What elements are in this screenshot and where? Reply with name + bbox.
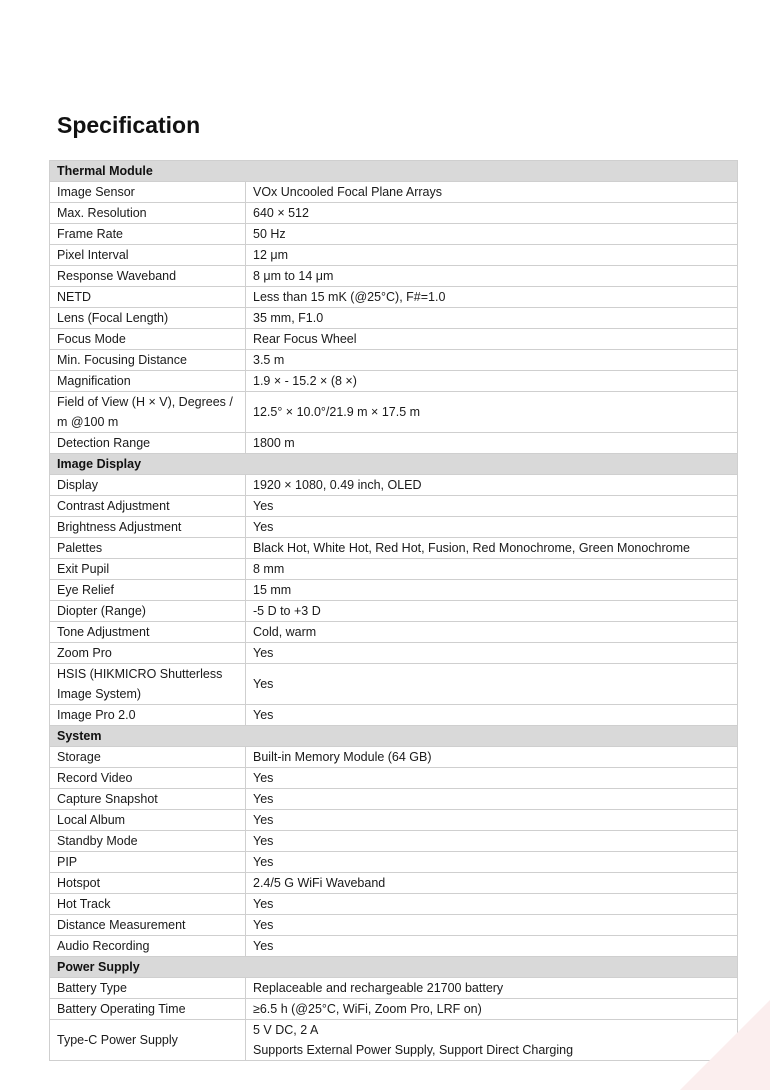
spec-value: Yes xyxy=(246,705,738,726)
spec-label: Focus Mode xyxy=(50,329,246,350)
spec-label: Field of View (H × V), Degrees / m @100 m xyxy=(50,392,246,433)
spec-row xyxy=(50,601,738,622)
spec-label: Display xyxy=(50,475,246,496)
spec-row xyxy=(50,852,738,873)
spec-label: Zoom Pro xyxy=(50,643,246,664)
spec-label: PIP xyxy=(50,852,246,873)
spec-row xyxy=(50,705,738,726)
spec-label: Brightness Adjustment xyxy=(50,517,246,538)
spec-label: Magnification xyxy=(50,371,246,392)
spec-label: Diopter (Range) xyxy=(50,601,246,622)
spec-label: Capture Snapshot xyxy=(50,789,246,810)
spec-value: Yes xyxy=(246,915,738,936)
spec-row xyxy=(50,559,738,580)
spec-value: -5 D to +3 D xyxy=(246,601,738,622)
spec-label: Record Video xyxy=(50,768,246,789)
spec-value xyxy=(246,1020,738,1061)
spec-value: Rear Focus Wheel xyxy=(246,329,738,350)
section-header-system xyxy=(50,726,738,747)
spec-value: 1.9 × - 15.2 × (8 ×) xyxy=(246,371,738,392)
spec-row xyxy=(50,747,738,768)
spec-value: VOx Uncooled Focal Plane Arrays xyxy=(246,182,738,203)
spec-value: 50 Hz xyxy=(246,224,738,245)
spec-label: Pixel Interval xyxy=(50,245,246,266)
spec-label: Detection Range xyxy=(50,433,246,454)
spec-row xyxy=(50,329,738,350)
spec-value: Yes xyxy=(246,936,738,957)
spec-row xyxy=(50,643,738,664)
spec-label: Eye Relief xyxy=(50,580,246,601)
spec-value: 1920 × 1080, 0.49 inch, OLED xyxy=(246,475,738,496)
section-title: System xyxy=(50,726,738,747)
spec-value: 8 μm to 14 μm xyxy=(246,266,738,287)
spec-row xyxy=(50,266,738,287)
spec-label: Frame Rate xyxy=(50,224,246,245)
spec-label: Image Pro 2.0 xyxy=(50,705,246,726)
spec-label: Type-C Power Supply xyxy=(50,1020,246,1061)
spec-value-line: 5 V DC, 2 A xyxy=(253,1023,319,1037)
spec-value: 8 mm xyxy=(246,559,738,580)
spec-row xyxy=(50,350,738,371)
spec-value: 15 mm xyxy=(246,580,738,601)
spec-row xyxy=(50,287,738,308)
spec-row xyxy=(50,580,738,601)
spec-row xyxy=(50,371,738,392)
spec-row xyxy=(50,203,738,224)
spec-label: Battery Type xyxy=(50,978,246,999)
spec-label: Lens (Focal Length) xyxy=(50,308,246,329)
spec-value: Yes xyxy=(246,517,738,538)
spec-label: Exit Pupil xyxy=(50,559,246,580)
spec-value: 1800 m xyxy=(246,433,738,454)
spec-row xyxy=(50,768,738,789)
spec-label: HSIS (HIKMICRO Shutterless Image System) xyxy=(50,664,246,705)
spec-row xyxy=(50,915,738,936)
spec-value: 640 × 512 xyxy=(246,203,738,224)
spec-label: Contrast Adjustment xyxy=(50,496,246,517)
spec-value: Less than 15 mK (@25°C), F#=1.0 xyxy=(246,287,738,308)
spec-row xyxy=(50,664,738,705)
spec-row xyxy=(50,433,738,454)
spec-row xyxy=(50,789,738,810)
spec-value: Black Hot, White Hot, Red Hot, Fusion, Red Monochrome, Green Monochrome xyxy=(246,538,738,559)
spec-row xyxy=(50,475,738,496)
spec-row xyxy=(50,1020,738,1061)
spec-value: Yes xyxy=(246,831,738,852)
spec-row xyxy=(50,224,738,245)
spec-value: 2.4/5 G WiFi Waveband xyxy=(246,873,738,894)
section-header-thermal-module xyxy=(50,161,738,182)
spec-label: Audio Recording xyxy=(50,936,246,957)
spec-label: Max. Resolution xyxy=(50,203,246,224)
spec-row xyxy=(50,999,738,1020)
spec-value: Cold, warm xyxy=(246,622,738,643)
section-title: Image Display xyxy=(50,454,738,475)
spec-value-line: Supports External Power Supply, Support Direct Charging xyxy=(253,1043,574,1057)
spec-value: 35 mm, F1.0 xyxy=(246,308,738,329)
spec-row xyxy=(50,873,738,894)
spec-value: 3.5 m xyxy=(246,350,738,371)
section-title: Power Supply xyxy=(50,957,738,978)
spec-row xyxy=(50,182,738,203)
spec-row xyxy=(50,831,738,852)
page-title: Specification xyxy=(57,112,201,138)
spec-value: Yes xyxy=(246,894,738,915)
spec-label: NETD xyxy=(50,287,246,308)
spec-value: Yes xyxy=(246,789,738,810)
spec-value: Yes xyxy=(246,768,738,789)
spec-label: Storage xyxy=(50,747,246,768)
spec-label: Distance Measurement xyxy=(50,915,246,936)
spec-label: Palettes xyxy=(50,538,246,559)
spec-value: Yes xyxy=(246,664,738,705)
spec-row xyxy=(50,894,738,915)
specification-table xyxy=(49,160,738,1061)
section-title: Thermal Module xyxy=(50,161,738,182)
spec-row xyxy=(50,810,738,831)
spec-label: Local Album xyxy=(50,810,246,831)
spec-row xyxy=(50,392,738,433)
spec-value: ≥6.5 h (@25°C, WiFi, Zoom Pro, LRF on) xyxy=(246,999,738,1020)
spec-label: Hotspot xyxy=(50,873,246,894)
spec-row xyxy=(50,517,738,538)
section-header-power-supply xyxy=(50,957,738,978)
spec-row xyxy=(50,936,738,957)
spec-label: Hot Track xyxy=(50,894,246,915)
spec-label: Image Sensor xyxy=(50,182,246,203)
spec-value: 12.5° × 10.0°/21.9 m × 17.5 m xyxy=(246,392,738,433)
section-header-image-display xyxy=(50,454,738,475)
spec-value: Yes xyxy=(246,643,738,664)
spec-row xyxy=(50,308,738,329)
spec-label: Min. Focusing Distance xyxy=(50,350,246,371)
spec-value: Built-in Memory Module (64 GB) xyxy=(246,747,738,768)
spec-label: Tone Adjustment xyxy=(50,622,246,643)
spec-label: Standby Mode xyxy=(50,831,246,852)
spec-value: 12 μm xyxy=(246,245,738,266)
spec-value: Yes xyxy=(246,496,738,517)
spec-row xyxy=(50,538,738,559)
spec-label: Battery Operating Time xyxy=(50,999,246,1020)
spec-row xyxy=(50,622,738,643)
spec-row xyxy=(50,978,738,999)
spec-value: Yes xyxy=(246,852,738,873)
spec-row xyxy=(50,496,738,517)
spec-label: Response Waveband xyxy=(50,266,246,287)
spec-value: Replaceable and rechargeable 21700 battery xyxy=(246,978,738,999)
spec-value: Yes xyxy=(246,810,738,831)
spec-row xyxy=(50,245,738,266)
